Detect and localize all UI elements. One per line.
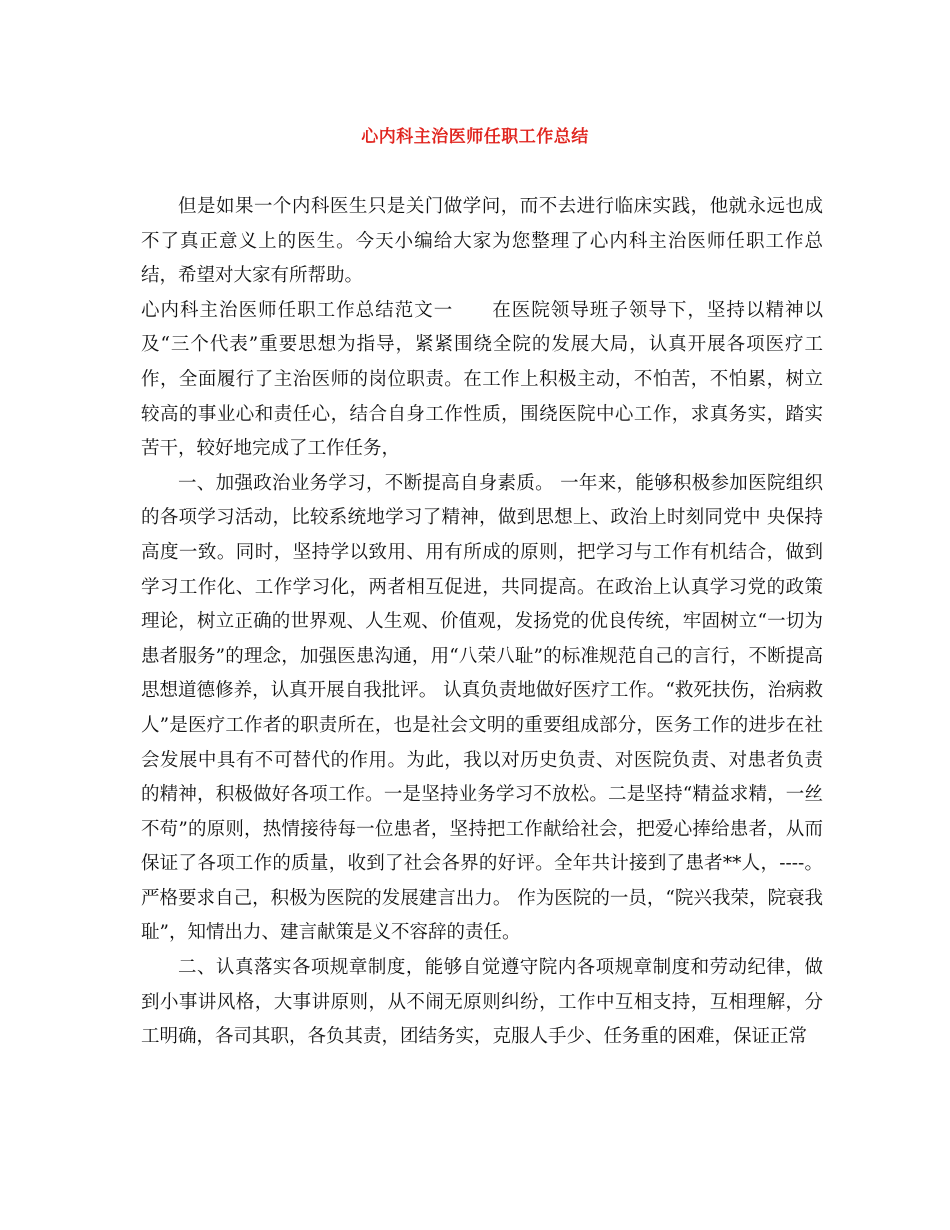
paragraph-section-one: 一、加强政治业务学习，不断提高自身素质。 一年来，能够积极参加医院组织的各项学习活动，比较系统地学习了精神，做到思想上、政治上时刻同党中 央保持高度一致。同时，坚持学以致用、用有所成的原则，把学习与工作有机结合，做到学习工作化、工作学习化，两者相互促进，共同提高。在政治上认真学习党的政策理论，树立正确的世界观、人生观、价值观，发扬党的优良传统，牢固树立“一切为患者服务”的理念，加强医患沟通，用“八荣八耻”的标准规范自己的言行，不断提高思想道德修养，认真开展自我批评。 认真负责地做好医疗工作。“救死扶伤，治病救人”是医疗工作者的职责所在，也是社会文明的重要组成部分，医务工作的进步在社会发展中具有不可替代的作用。为此，我以对历史负责、对医院负责、对患者负责的精神，积极做好各项工作。一是坚持业务学习不放松。二是坚持“精益求精，一丝不苟”的原则，热情接待每一位患者，坚持把工作献给社会，把爱心捧给患者，从而保证了各项工作的质量，收到了社会各界的好评。全年共计接到了患者**人，----。 严格要求自己，积极为医院的发展建言出力。 作为医院的一员，“院兴我荣，院衰我耻”，知情出力、建言献策是义不容辞的责任。 <box>141 472 823 944</box>
paragraph-section-two: 二、认真落实各项规章制度，能够自觉遵守院内各项规章制度和劳动纪律，做到小事讲风格，大事讲原则，从不闹无原则纠纷，工作中互相支持，互相理解，分工明确，各司其职，各负其责，团结务实，克服人手少、任务重的困难，保证正常 <box>141 957 823 1048</box>
paragraph-sample-one: 心内科主治医师任职工作总结范文一 在医院领导班子领导下，坚持以精神以及“三个代表”重要思想为指导，紧紧围绕全院的发展大局，认真开展各项医疗工作，全面履行了主治医师的岗位职责。在工作上积极主动，不怕苦，不怕累，树立较高的事业心和责任心，结合自身工作性质，围绕医院中心工作，求真务实，踏实苦干，较好地完成了工作任务， <box>141 299 823 460</box>
document-body <box>141 190 823 1055</box>
paragraph-intro: 但是如果一个内科医生只是关门做学问，而不去进行临床实践，他就永远也成不了真正意义上的医生。今天小编给大家为您整理了心内科主治医师任职工作总结，希望对大家有所帮助。 <box>141 196 823 287</box>
document-title: 心内科主治医师任职工作总结 <box>361 127 589 147</box>
